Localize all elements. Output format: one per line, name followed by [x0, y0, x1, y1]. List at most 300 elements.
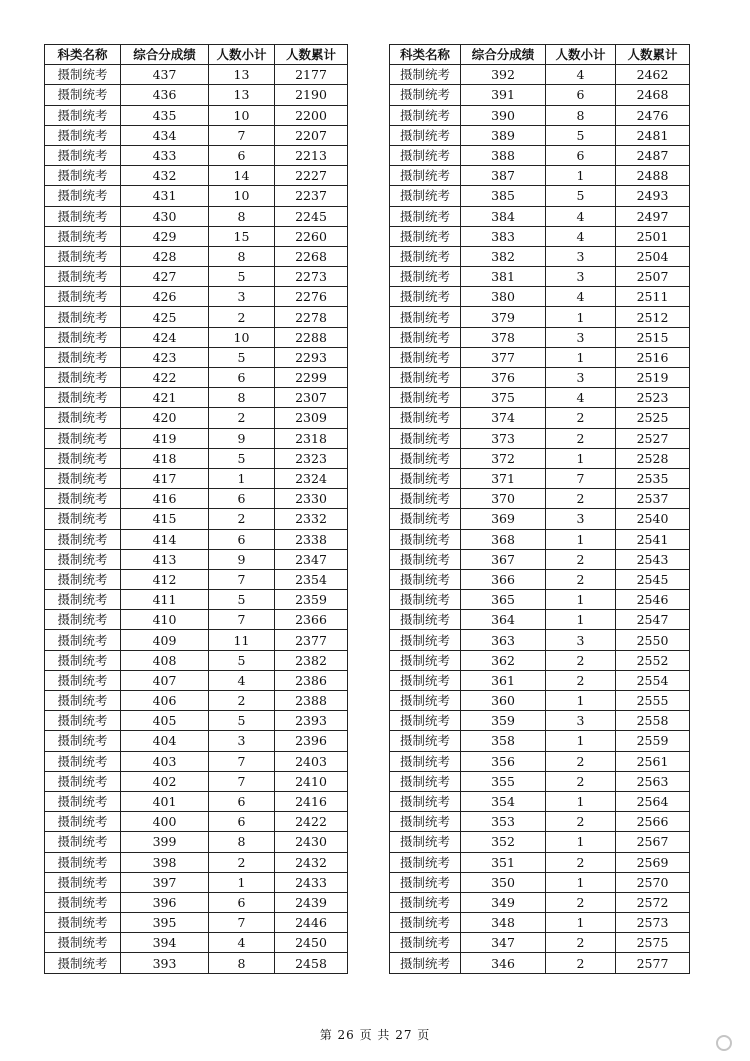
- cell-score: 383: [461, 226, 546, 246]
- cell-category: 摄制统考: [45, 791, 121, 811]
- cell-cumulative: 2260: [275, 226, 348, 246]
- cell-cumulative: 2377: [275, 630, 348, 650]
- cell-cumulative: 2545: [616, 569, 690, 589]
- cell-count: 1: [546, 913, 616, 933]
- cell-count: 2: [546, 953, 616, 973]
- cell-category: 摄制统考: [45, 812, 121, 832]
- cell-category: 摄制统考: [390, 832, 461, 852]
- header-score: 综合分成绩: [461, 45, 546, 65]
- cell-cumulative: 2323: [275, 448, 348, 468]
- cell-count: 2: [546, 549, 616, 569]
- cell-score: 408: [121, 650, 209, 670]
- cell-count: 1: [546, 791, 616, 811]
- cell-category: 摄制统考: [390, 872, 461, 892]
- cell-count: 2: [209, 408, 275, 428]
- cell-score: 402: [121, 771, 209, 791]
- cell-count: 8: [209, 832, 275, 852]
- cell-score: 353: [461, 812, 546, 832]
- cell-cumulative: 2190: [275, 85, 348, 105]
- table-row: [45, 347, 348, 367]
- cell-count: 6: [209, 145, 275, 165]
- cell-category: 摄制统考: [390, 731, 461, 751]
- cell-cumulative: 2547: [616, 610, 690, 630]
- cell-score: 358: [461, 731, 546, 751]
- cell-score: 418: [121, 448, 209, 468]
- cell-score: 404: [121, 731, 209, 751]
- cell-cumulative: 2430: [275, 832, 348, 852]
- cell-score: 356: [461, 751, 546, 771]
- cell-score: 434: [121, 125, 209, 145]
- cell-score: 406: [121, 691, 209, 711]
- cell-cumulative: 2293: [275, 347, 348, 367]
- table-row: [390, 448, 690, 468]
- cell-category: 摄制统考: [390, 145, 461, 165]
- cell-category: 摄制统考: [390, 691, 461, 711]
- cell-category: 摄制统考: [390, 590, 461, 610]
- cell-category: 摄制统考: [45, 610, 121, 630]
- cell-score: 388: [461, 145, 546, 165]
- cell-category: 摄制统考: [45, 569, 121, 589]
- table-row: [390, 892, 690, 912]
- cell-score: 403: [121, 751, 209, 771]
- table-row: [45, 105, 348, 125]
- cell-score: 413: [121, 549, 209, 569]
- cell-count: 3: [546, 630, 616, 650]
- table-row: [390, 569, 690, 589]
- table-row: [390, 145, 690, 165]
- table-row: [390, 246, 690, 266]
- cell-score: 421: [121, 388, 209, 408]
- cell-cumulative: 2450: [275, 933, 348, 953]
- cell-category: 摄制统考: [390, 226, 461, 246]
- cell-cumulative: 2330: [275, 489, 348, 509]
- cell-cumulative: 2366: [275, 610, 348, 630]
- cell-category: 摄制统考: [45, 711, 121, 731]
- table-row: [390, 812, 690, 832]
- cell-category: 摄制统考: [45, 206, 121, 226]
- table-row: [45, 650, 348, 670]
- cell-count: 10: [209, 327, 275, 347]
- cell-cumulative: 2273: [275, 267, 348, 287]
- table-row: [390, 590, 690, 610]
- cell-cumulative: 2338: [275, 529, 348, 549]
- cell-category: 摄制统考: [390, 287, 461, 307]
- header-category: 科类名称: [45, 45, 121, 65]
- cell-score: 398: [121, 852, 209, 872]
- cell-category: 摄制统考: [390, 408, 461, 428]
- cell-count: 5: [546, 125, 616, 145]
- cell-score: 384: [461, 206, 546, 226]
- cell-count: 5: [209, 347, 275, 367]
- table-row: [390, 267, 690, 287]
- cell-count: 3: [546, 509, 616, 529]
- cell-category: 摄制统考: [45, 125, 121, 145]
- cell-score: 428: [121, 246, 209, 266]
- table-header-row: [390, 45, 690, 65]
- cell-category: 摄制统考: [390, 650, 461, 670]
- cell-category: 摄制统考: [45, 590, 121, 610]
- cell-category: 摄制统考: [390, 913, 461, 933]
- cell-count: 3: [546, 246, 616, 266]
- cell-cumulative: 2569: [616, 852, 690, 872]
- cell-category: 摄制统考: [45, 226, 121, 246]
- cell-cumulative: 2468: [616, 85, 690, 105]
- table-row: [45, 327, 348, 347]
- cell-cumulative: 2382: [275, 650, 348, 670]
- cell-category: 摄制统考: [45, 65, 121, 85]
- table-row: [390, 610, 690, 630]
- table-row: [45, 953, 348, 973]
- table-row: [390, 287, 690, 307]
- cell-score: 362: [461, 650, 546, 670]
- cell-count: 6: [546, 145, 616, 165]
- cell-count: 5: [209, 448, 275, 468]
- header-cumulative: 人数累计: [616, 45, 690, 65]
- cell-score: 437: [121, 65, 209, 85]
- cell-score: 409: [121, 630, 209, 650]
- cell-cumulative: 2564: [616, 791, 690, 811]
- cell-category: 摄制统考: [390, 610, 461, 630]
- cell-score: 348: [461, 913, 546, 933]
- cell-cumulative: 2278: [275, 307, 348, 327]
- cell-category: 摄制统考: [390, 65, 461, 85]
- cell-category: 摄制统考: [390, 85, 461, 105]
- watermark: [716, 1035, 732, 1051]
- cell-count: 1: [546, 166, 616, 186]
- cell-score: 355: [461, 771, 546, 791]
- table-row: [390, 327, 690, 347]
- table-row: [45, 771, 348, 791]
- cell-category: 摄制统考: [45, 85, 121, 105]
- cell-count: 1: [546, 590, 616, 610]
- cell-score: 415: [121, 509, 209, 529]
- cell-category: 摄制统考: [390, 428, 461, 448]
- table-row: [45, 872, 348, 892]
- cell-category: 摄制统考: [390, 509, 461, 529]
- cell-category: 摄制统考: [45, 307, 121, 327]
- cell-score: 390: [461, 105, 546, 125]
- table-row: [390, 166, 690, 186]
- table-row: [45, 711, 348, 731]
- cell-score: 382: [461, 246, 546, 266]
- cell-score: 377: [461, 347, 546, 367]
- table-row: [45, 468, 348, 488]
- cell-category: 摄制统考: [390, 751, 461, 771]
- cell-category: 摄制统考: [45, 408, 121, 428]
- cell-count: 9: [209, 428, 275, 448]
- cell-score: 374: [461, 408, 546, 428]
- cell-score: 410: [121, 610, 209, 630]
- cell-score: 401: [121, 791, 209, 811]
- cell-cumulative: 2493: [616, 186, 690, 206]
- cell-cumulative: 2527: [616, 428, 690, 448]
- header-score: 综合分成绩: [121, 45, 209, 65]
- cell-category: 摄制统考: [45, 872, 121, 892]
- cell-cumulative: 2566: [616, 812, 690, 832]
- cell-category: 摄制统考: [390, 267, 461, 287]
- cell-category: 摄制统考: [45, 287, 121, 307]
- cell-count: 3: [546, 368, 616, 388]
- cell-category: 摄制统考: [390, 125, 461, 145]
- cell-score: 387: [461, 166, 546, 186]
- table-row: [390, 347, 690, 367]
- cell-cumulative: 2515: [616, 327, 690, 347]
- table-row: [45, 287, 348, 307]
- cell-cumulative: 2577: [616, 953, 690, 973]
- table-row: [390, 408, 690, 428]
- table-row: [45, 267, 348, 287]
- cell-category: 摄制统考: [390, 166, 461, 186]
- cell-count: 13: [209, 65, 275, 85]
- cell-cumulative: 2559: [616, 731, 690, 751]
- table-row: [45, 791, 348, 811]
- table-row: [45, 549, 348, 569]
- cell-category: 摄制统考: [45, 913, 121, 933]
- cell-cumulative: 2575: [616, 933, 690, 953]
- table-row: [45, 85, 348, 105]
- cell-count: 2: [546, 408, 616, 428]
- cell-category: 摄制统考: [390, 549, 461, 569]
- cell-category: 摄制统考: [390, 448, 461, 468]
- cell-count: 4: [546, 65, 616, 85]
- score-table-right: [389, 44, 690, 974]
- header-count: 人数小计: [209, 45, 275, 65]
- cell-score: 400: [121, 812, 209, 832]
- cell-count: 1: [546, 610, 616, 630]
- cell-score: 399: [121, 832, 209, 852]
- cell-category: 摄制统考: [45, 630, 121, 650]
- table-row: [45, 933, 348, 953]
- cell-cumulative: 2403: [275, 751, 348, 771]
- cell-count: 2: [546, 569, 616, 589]
- table-row: [45, 145, 348, 165]
- cell-cumulative: 2458: [275, 953, 348, 973]
- table-row: [45, 852, 348, 872]
- cell-count: 7: [209, 771, 275, 791]
- table-row: [390, 691, 690, 711]
- cell-category: 摄制统考: [390, 388, 461, 408]
- cell-cumulative: 2439: [275, 892, 348, 912]
- cell-category: 摄制统考: [45, 246, 121, 266]
- cell-score: 417: [121, 468, 209, 488]
- cell-category: 摄制统考: [45, 267, 121, 287]
- table-row: [45, 731, 348, 751]
- cell-cumulative: 2558: [616, 711, 690, 731]
- cell-count: 4: [546, 287, 616, 307]
- cell-cumulative: 2299: [275, 368, 348, 388]
- cell-cumulative: 2537: [616, 489, 690, 509]
- cell-count: 6: [209, 529, 275, 549]
- table-row: [45, 206, 348, 226]
- table-row: [390, 368, 690, 388]
- cell-category: 摄制统考: [45, 751, 121, 771]
- cell-cumulative: 2546: [616, 590, 690, 610]
- cell-count: 2: [209, 509, 275, 529]
- cell-cumulative: 2359: [275, 590, 348, 610]
- cell-count: 1: [546, 529, 616, 549]
- cell-score: 419: [121, 428, 209, 448]
- cell-count: 3: [546, 711, 616, 731]
- cell-count: 8: [209, 388, 275, 408]
- cell-category: 摄制统考: [390, 630, 461, 650]
- cell-score: 411: [121, 590, 209, 610]
- cell-category: 摄制统考: [390, 933, 461, 953]
- cell-score: 422: [121, 368, 209, 388]
- cell-cumulative: 2307: [275, 388, 348, 408]
- cell-cumulative: 2332: [275, 509, 348, 529]
- cell-category: 摄制统考: [390, 347, 461, 367]
- table-row: [45, 125, 348, 145]
- cell-category: 摄制统考: [45, 347, 121, 367]
- cell-score: 397: [121, 872, 209, 892]
- cell-score: 378: [461, 327, 546, 347]
- cell-count: 2: [546, 489, 616, 509]
- cell-score: 405: [121, 711, 209, 731]
- cell-score: 427: [121, 267, 209, 287]
- table-row: [45, 529, 348, 549]
- cell-score: 407: [121, 670, 209, 690]
- cell-count: 1: [546, 307, 616, 327]
- table-row: [390, 226, 690, 246]
- cell-cumulative: 2227: [275, 166, 348, 186]
- cell-count: 8: [209, 953, 275, 973]
- cell-count: 6: [209, 892, 275, 912]
- cell-score: 414: [121, 529, 209, 549]
- cell-category: 摄制统考: [45, 388, 121, 408]
- cell-count: 6: [209, 489, 275, 509]
- table-row: [45, 691, 348, 711]
- cell-category: 摄制统考: [390, 771, 461, 791]
- cell-score: 376: [461, 368, 546, 388]
- table-row: [45, 610, 348, 630]
- cell-score: 391: [461, 85, 546, 105]
- cell-score: 359: [461, 711, 546, 731]
- cell-count: 1: [546, 691, 616, 711]
- cell-category: 摄制统考: [45, 368, 121, 388]
- cell-count: 1: [209, 872, 275, 892]
- table-row: [45, 670, 348, 690]
- cell-cumulative: 2462: [616, 65, 690, 85]
- cell-score: 426: [121, 287, 209, 307]
- cell-score: 354: [461, 791, 546, 811]
- cell-score: 380: [461, 287, 546, 307]
- cell-category: 摄制统考: [390, 206, 461, 226]
- watermark-logo-icon: [716, 1035, 732, 1051]
- cell-score: 372: [461, 448, 546, 468]
- cell-cumulative: 2207: [275, 125, 348, 145]
- cell-score: 370: [461, 489, 546, 509]
- cell-cumulative: 2541: [616, 529, 690, 549]
- table-row: [45, 892, 348, 912]
- cell-count: 2: [546, 650, 616, 670]
- cell-count: 14: [209, 166, 275, 186]
- cell-cumulative: 2446: [275, 913, 348, 933]
- cell-cumulative: 2572: [616, 892, 690, 912]
- cell-score: 389: [461, 125, 546, 145]
- cell-category: 摄制统考: [390, 307, 461, 327]
- table-row: [45, 186, 348, 206]
- cell-score: 366: [461, 569, 546, 589]
- cell-cumulative: 2410: [275, 771, 348, 791]
- table-row: [390, 125, 690, 145]
- cell-score: 361: [461, 670, 546, 690]
- cell-count: 7: [209, 751, 275, 771]
- cell-score: 375: [461, 388, 546, 408]
- cell-score: 371: [461, 468, 546, 488]
- cell-score: 350: [461, 872, 546, 892]
- cell-count: 3: [209, 731, 275, 751]
- cell-cumulative: 2570: [616, 872, 690, 892]
- table-row: [390, 509, 690, 529]
- table-row: [45, 428, 348, 448]
- table-row: [390, 468, 690, 488]
- cell-category: 摄制统考: [45, 509, 121, 529]
- cell-cumulative: 2432: [275, 852, 348, 872]
- cell-count: 10: [209, 186, 275, 206]
- table-row: [390, 731, 690, 751]
- cell-count: 2: [546, 812, 616, 832]
- cell-cumulative: 2550: [616, 630, 690, 650]
- cell-cumulative: 2501: [616, 226, 690, 246]
- table-row: [390, 549, 690, 569]
- cell-category: 摄制统考: [390, 812, 461, 832]
- cell-count: 1: [546, 872, 616, 892]
- cell-score: 349: [461, 892, 546, 912]
- cell-cumulative: 2433: [275, 872, 348, 892]
- cell-score: 392: [461, 65, 546, 85]
- table-row: [390, 711, 690, 731]
- cell-count: 2: [209, 852, 275, 872]
- table-row: [390, 670, 690, 690]
- cell-count: 7: [209, 913, 275, 933]
- table-row: [45, 913, 348, 933]
- cell-cumulative: 2563: [616, 771, 690, 791]
- cell-count: 2: [546, 670, 616, 690]
- cell-count: 4: [546, 206, 616, 226]
- table-row: [390, 771, 690, 791]
- cell-category: 摄制统考: [45, 105, 121, 125]
- cell-cumulative: 2507: [616, 267, 690, 287]
- cell-count: 3: [546, 327, 616, 347]
- cell-category: 摄制统考: [390, 105, 461, 125]
- cell-cumulative: 2481: [616, 125, 690, 145]
- cell-count: 5: [209, 650, 275, 670]
- cell-score: 363: [461, 630, 546, 650]
- cell-count: 2: [546, 892, 616, 912]
- header-category: 科类名称: [390, 45, 461, 65]
- cell-cumulative: 2388: [275, 691, 348, 711]
- cell-category: 摄制统考: [390, 468, 461, 488]
- table-row: [45, 65, 348, 85]
- cell-category: 摄制统考: [390, 186, 461, 206]
- cell-cumulative: 2318: [275, 428, 348, 448]
- table-row: [45, 569, 348, 589]
- cell-cumulative: 2393: [275, 711, 348, 731]
- cell-category: 摄制统考: [390, 489, 461, 509]
- cell-score: 431: [121, 186, 209, 206]
- table-row: [45, 448, 348, 468]
- cell-count: 4: [209, 933, 275, 953]
- cell-count: 2: [209, 691, 275, 711]
- table-row: [390, 85, 690, 105]
- table-row: [390, 428, 690, 448]
- table-row: [45, 489, 348, 509]
- cell-cumulative: 2554: [616, 670, 690, 690]
- cell-cumulative: 2487: [616, 145, 690, 165]
- cell-category: 摄制统考: [390, 711, 461, 731]
- cell-score: 412: [121, 569, 209, 589]
- cell-score: 420: [121, 408, 209, 428]
